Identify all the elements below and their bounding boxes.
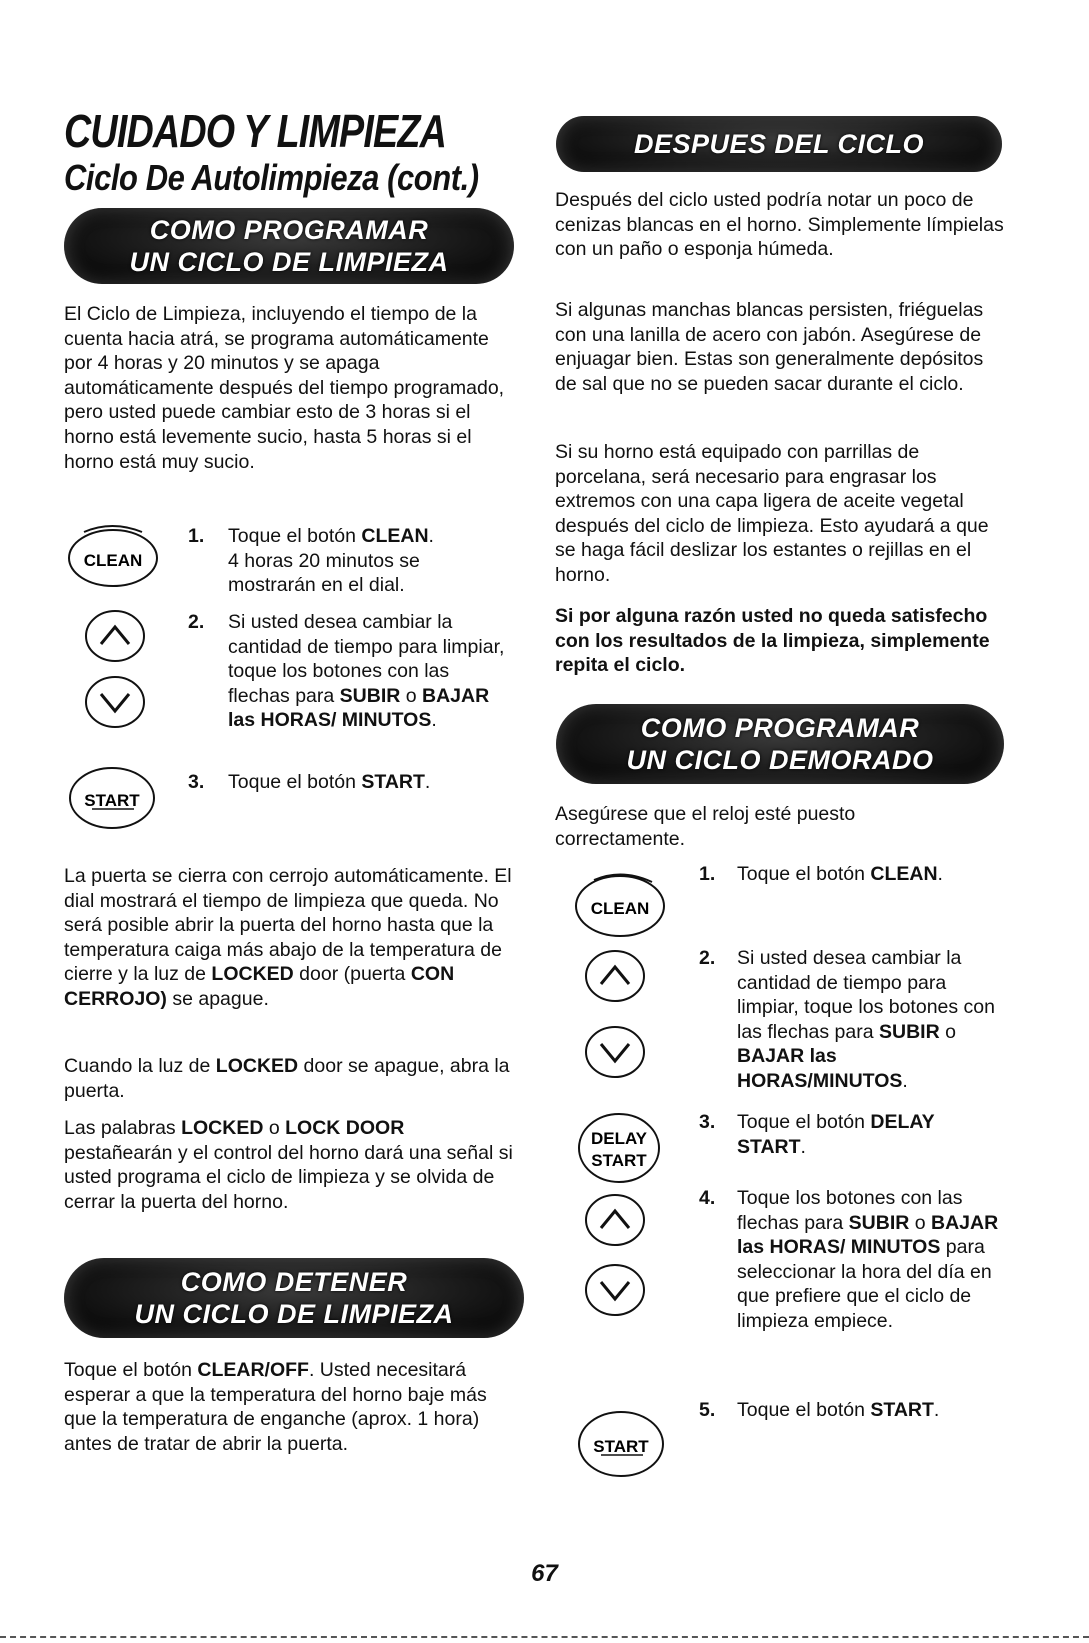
after-cycle-p3: Si su horno está equipado con parrillas de porcelana, será necesario para engrasar los extremos con una capa ligera de aceite vegetal después del ciclo de limpieza. Esto ayudará a que se haga fácil deslizar los estantes o rejillas en el horno. [555, 441, 989, 586]
section-subtitle: Ciclo De Autolimpieza (cont.) [64, 157, 479, 198]
clean-cycle-intro: El Ciclo de Limpieza, incluyendo el tiempo de la cuenta hacia atrá, se programa automáticamente por 4 horas y 20 minutos y se apaga automáticamente después del tiempo programado, pero usted puede cambiar esto de 3 horas si el horno está levemente sucio, hasta 5 horas si el horno está muy sucio. [64, 303, 505, 473]
clean-step-3: 3. Toque el botón START. [188, 771, 431, 793]
arrow-up-icon [583, 1192, 647, 1248]
section-title: CUIDADO Y LIMPIEZA [64, 105, 447, 157]
arrow-up-icon [583, 948, 647, 1004]
after-cycle-p1: Después del ciclo usted podría notar un poco de cenizas blancas en el horno. Simplemente límpielas con un paño o esponja húmeda. [555, 189, 1004, 261]
stop-cycle-paragraph: Toque el botón CLEAR/OFF. Usted necesitará esperar a que la temperatura del horno baje más que la temperatura de enganche (aprox. 1 hora) antes de tratar de abrir la puerta. [64, 1359, 487, 1455]
after-cycle-p4: Si por alguna razón usted no queda satisfecho con los resultados de la limpieza, simplemente repita el ciclo. [555, 605, 990, 677]
arrow-down-icon [583, 1262, 647, 1318]
delay-start-button-icon [575, 1108, 665, 1188]
clean-button-icon [64, 520, 164, 590]
start-button-label: START [593, 1437, 649, 1456]
delay-start-button-label: START [591, 1151, 647, 1170]
start-button-icon [575, 1404, 675, 1480]
delay-step-4: 4. Toque los botones con las flechas para SUBIR o BAJAR las HORAS/ MINUTOS para seleccionar la hora del día en que prefiere que el ciclo de limpieza empiece. [699, 1187, 999, 1332]
open-door-paragraph: Cuando la luz de LOCKED door se apague, abra la puerta. [64, 1055, 510, 1102]
heading-stop-clean-cycle: COMO DETENER UN CICLO DE LIMPIEZA [64, 1258, 524, 1338]
delay-step-5: 5. Toque el botón START. [699, 1399, 940, 1421]
page-number: 67 [531, 1560, 558, 1587]
arrow-down-icon [583, 1024, 647, 1080]
heading-delayed-cycle: COMO PROGRAMAR UN CICLO DEMORADO [556, 704, 1004, 784]
after-cycle-p2: Si algunas manchas blancas persisten, friéguelas con una lanilla de acero con jabón. Asegúrese de enjuagar bien. Estas son generalmente depósitos de sal que no se pueden sacar durante el ciclo. [555, 299, 984, 395]
clean-step-1: 1. Toque el botón CLEAN. 4 horas 20 minutos se mostrarán en el dial. [188, 525, 434, 597]
delay-intro: Asegúrese que el reloj esté puesto correctamente. [555, 803, 856, 850]
start-button-label: START [84, 791, 140, 810]
clean-button-label: CLEAN [83, 551, 143, 570]
arrow-down-icon [83, 674, 147, 730]
delay-step-3: 3. Toque el botón DELAY START. [699, 1111, 935, 1158]
clean-step-2: 2. Si usted desea cambiar la cantidad de tiempo para limpiar, toque los botones con las flechas para SUBIR o BAJAR las HORAS/ MINUTOS. [188, 611, 505, 732]
start-button-icon [64, 760, 164, 832]
locked-door-paragraph: La puerta se cierra con cerrojo automáticamente. El dial mostrará el tiempo de limpieza que queda. No será posible abrir la puerta del horno hasta que la temperatura caiga más abajo de la temperatura de cierre y la luz de LOCKED door (puerta CON CERROJO) se apague. [64, 865, 512, 1010]
arrow-up-icon [83, 608, 147, 664]
heading-after-cycle: DESPUES DEL CICLO [556, 116, 1002, 172]
lock-warning-paragraph: Las palabras LOCKED o LOCK DOOR pestañearán y el control del horno dará una señal si usted programa el ciclo de limpieza y se olvida de cerrar la puerta del horno. [64, 1117, 513, 1213]
page-bottom-rule [0, 1636, 1089, 1638]
heading-program-clean-cycle: COMO PROGRAMAR UN CICLO DE LIMPIEZA [64, 208, 514, 284]
delay-step-2: 2. Si usted desea cambiar la cantidad de tiempo para limpiar, toque los botones con las flechas para SUBIR o BAJAR las HORAS/MINUTOS. [699, 947, 995, 1092]
delay-button-label: DELAY [590, 1129, 648, 1148]
clean-button-label: CLEAN [590, 899, 650, 918]
clean-button-icon [572, 868, 672, 940]
delay-step-1: 1. Toque el botón CLEAN. [699, 863, 943, 885]
